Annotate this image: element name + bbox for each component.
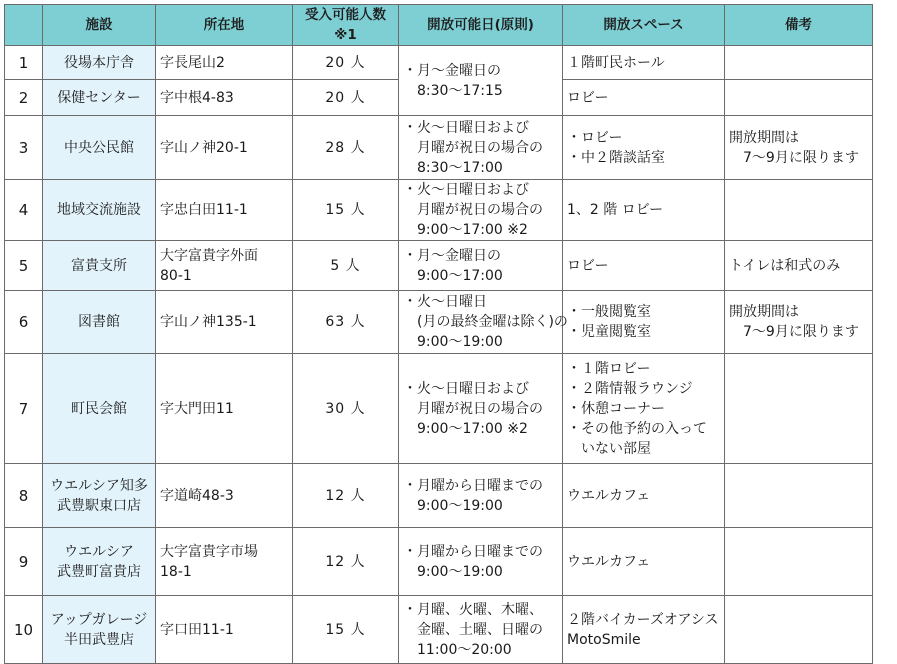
row-number-cell: 8 [5, 464, 43, 528]
space-line: ロビー [567, 257, 609, 274]
hours-line: 9:00～19:00 [403, 563, 503, 580]
row-number-cell: 5 [5, 241, 43, 291]
facility-line: 武豊駅東口店 [57, 497, 141, 514]
remarks-line: 7～9月に限ります [729, 149, 859, 166]
space-line: ウエルカフェ [567, 487, 651, 504]
hours-line: ・火～日曜日および [403, 182, 529, 198]
facility-cell [43, 596, 156, 664]
header-capacity: 受入可能人数※1 [293, 5, 399, 46]
open-days-cell [399, 46, 563, 116]
open-days-cell [399, 180, 563, 241]
hours-line: ・火～日曜日および [403, 380, 529, 397]
hours-line: ・月曜、火曜、木曜、 [403, 601, 543, 618]
space-line: ２階バイカーズオアシス [567, 611, 719, 628]
table-row [5, 46, 873, 80]
space-line: ・児童閲覧室 [567, 324, 651, 340]
facility-cell [43, 180, 156, 241]
row-number-cell: 10 [5, 596, 43, 664]
space-line: ・２階情報ラウンジ [567, 380, 693, 397]
address-cell [156, 241, 293, 291]
header-facility: 施設 [43, 5, 156, 46]
hours-line: ・火～日曜日および [403, 119, 529, 136]
space-line: ・１階ロビー [567, 360, 651, 377]
remarks-line: 7～9月に限ります [729, 324, 859, 340]
hours-line: 9:00～19:00 [403, 334, 503, 350]
capacity-cell: 30 人 [293, 354, 399, 464]
open-space-cell [563, 528, 725, 596]
remarks-cell [725, 180, 873, 241]
address-cell [156, 116, 293, 180]
address-cell [156, 528, 293, 596]
hours-line: 9:00～17:00 [403, 267, 503, 284]
open-space-cell [563, 354, 725, 464]
table-row [5, 291, 873, 354]
facility-line: 地域交流施設 [57, 202, 141, 218]
facility-line: ウエルシア [64, 543, 134, 560]
facility-line: 町民会館 [71, 400, 127, 417]
capacity-cell: 15 人 [293, 596, 399, 664]
capacity-cell: 20 人 [293, 80, 399, 116]
facility-cell [43, 464, 156, 528]
hours-line: 月曜が祝日の場合の [403, 400, 543, 417]
space-line: ・中２階談話室 [567, 149, 665, 166]
facility-line: 武豊町富貴店 [57, 563, 141, 580]
address-cell [156, 596, 293, 664]
facility-cell [43, 241, 156, 291]
open-days-cell [399, 241, 563, 291]
row-number-cell: 7 [5, 354, 43, 464]
facility-cell [43, 46, 156, 80]
hours-line: 8:30～17:15 [403, 82, 503, 99]
address-line: 字山ノ神20-1 [160, 139, 248, 156]
header-open-space: 開放スペース [563, 5, 725, 46]
remarks-cell [725, 528, 873, 596]
hours-line: 9:00～17:00 ※2 [403, 222, 528, 238]
header-remarks: 備考 [725, 5, 873, 46]
open-space-cell [563, 464, 725, 528]
address-line: 字長尾山2 [160, 54, 225, 71]
address-line: 字忠白田11-1 [160, 202, 248, 218]
capacity-cell: 63 人 [293, 291, 399, 354]
facility-line: 半田武豊店 [64, 631, 134, 648]
hours-line: 9:00～17:00 ※2 [403, 420, 528, 437]
row-number-cell: 9 [5, 528, 43, 596]
hours-line: 11:00～20:00 [403, 641, 512, 658]
header-number [5, 5, 43, 46]
address-cell [156, 354, 293, 464]
address-cell [156, 180, 293, 241]
open-days-cell [399, 596, 563, 664]
open-space-cell [563, 291, 725, 354]
header-address: 所在地 [156, 5, 293, 46]
hours-line: ・月曜から日曜までの [403, 477, 543, 494]
address-cell [156, 291, 293, 354]
hours-line: ・火～日曜日 [403, 294, 487, 310]
open-space-cell [563, 116, 725, 180]
remarks-cell [725, 596, 873, 664]
table-row [5, 116, 873, 180]
hours-line: (月の最終金曜は除く)の [403, 314, 568, 330]
facility-cell [43, 80, 156, 116]
remarks-cell [725, 241, 873, 291]
capacity-cell: 15 人 [293, 180, 399, 241]
open-space-cell [563, 46, 725, 80]
facility-line: 役場本庁舎 [64, 54, 134, 71]
facility-line: 富貴支所 [71, 257, 127, 274]
facility-line: 中央公民館 [64, 139, 134, 156]
capacity-cell: 12 人 [293, 528, 399, 596]
space-line: ロビー [567, 89, 609, 106]
open-space-cell [563, 596, 725, 664]
remarks-cell [725, 116, 873, 180]
remarks-cell [725, 291, 873, 354]
address-cell [156, 464, 293, 528]
open-days-cell [399, 291, 568, 354]
address-line: 大字富貴字外面 [160, 247, 258, 264]
address-line: 18-1 [160, 563, 192, 580]
open-days-cell [399, 116, 563, 180]
space-line: ・ロビー [567, 129, 623, 146]
address-cell [156, 80, 293, 116]
space-line: 1、2 階 ロビー [567, 202, 664, 218]
facility-line: ウエルシア知多 [50, 477, 148, 494]
hours-line: 金曜、土曜、日曜の [403, 621, 543, 638]
remarks-line: トイレは和式のみ [729, 257, 841, 274]
address-line: 80-1 [160, 267, 192, 284]
open-days-cell [399, 354, 563, 464]
facility-line: 保健センター [57, 89, 141, 106]
remarks-cell [725, 464, 873, 528]
row-number-cell: 3 [5, 116, 43, 180]
space-line: MotoSmile [567, 631, 641, 648]
open-days-cell [399, 464, 563, 528]
capacity-cell: 20 人 [293, 46, 399, 80]
remarks-cell [725, 46, 873, 80]
facility-table [4, 4, 873, 664]
facility-cell [43, 528, 156, 596]
space-line: ・その他予約の入って [567, 420, 707, 437]
space-line: ウエルカフェ [567, 553, 651, 570]
address-line: 大字富貴字市場 [160, 543, 258, 560]
address-line: 字大門田11 [160, 400, 234, 417]
hours-line: 月曜が祝日の場合の [403, 139, 543, 156]
capacity-cell: 28 人 [293, 116, 399, 180]
facility-cell [43, 354, 156, 464]
table-row [5, 596, 873, 664]
capacity-cell: 12 人 [293, 464, 399, 528]
remarks-line: 開放期間は [729, 129, 799, 146]
address-line: 字中根4-83 [160, 89, 234, 106]
space-line: いない部屋 [567, 440, 651, 457]
facility-cell [43, 291, 156, 354]
row-number-cell: 6 [5, 291, 43, 354]
table-row [5, 528, 873, 596]
open-space-cell [563, 180, 725, 241]
hours-line: 9:00～19:00 [403, 497, 503, 514]
address-cell [156, 46, 293, 80]
hours-line: ・月～金曜日の [403, 247, 501, 264]
address-line: 字道崎48-3 [160, 487, 234, 504]
table-row [5, 354, 873, 464]
space-line: １階町民ホール [567, 54, 665, 71]
address-line: 字口田11-1 [160, 621, 234, 638]
open-space-cell [563, 241, 725, 291]
remarks-cell [725, 354, 873, 464]
address-line: 字山ノ神135-1 [160, 314, 257, 330]
header-row [5, 5, 873, 46]
facility-line: 図書館 [78, 314, 120, 330]
facility-cell [43, 116, 156, 180]
table-row [5, 464, 873, 528]
space-line: ・休憩コーナー [567, 400, 665, 417]
table-row [5, 241, 873, 291]
row-number-cell: 4 [5, 180, 43, 241]
header-open-days: 開放可能日(原則) [399, 5, 563, 46]
hours-line: ・月曜から日曜までの [403, 543, 543, 560]
row-number-cell: 1 [5, 46, 43, 80]
row-number-cell: 2 [5, 80, 43, 116]
table-row [5, 180, 873, 241]
hours-line: 月曜が祝日の場合の [403, 202, 543, 218]
remarks-cell [725, 80, 873, 116]
facility-line: アップガレージ [50, 611, 148, 628]
capacity-cell: 5 人 [293, 241, 399, 291]
hours-line: 8:30～17:00 [403, 159, 503, 176]
remarks-line: 開放期間は [729, 304, 799, 320]
open-space-cell [563, 80, 725, 116]
hours-line: ・月～金曜日の [403, 62, 501, 79]
open-days-cell [399, 528, 563, 596]
space-line: ・一般閲覧室 [567, 304, 651, 320]
